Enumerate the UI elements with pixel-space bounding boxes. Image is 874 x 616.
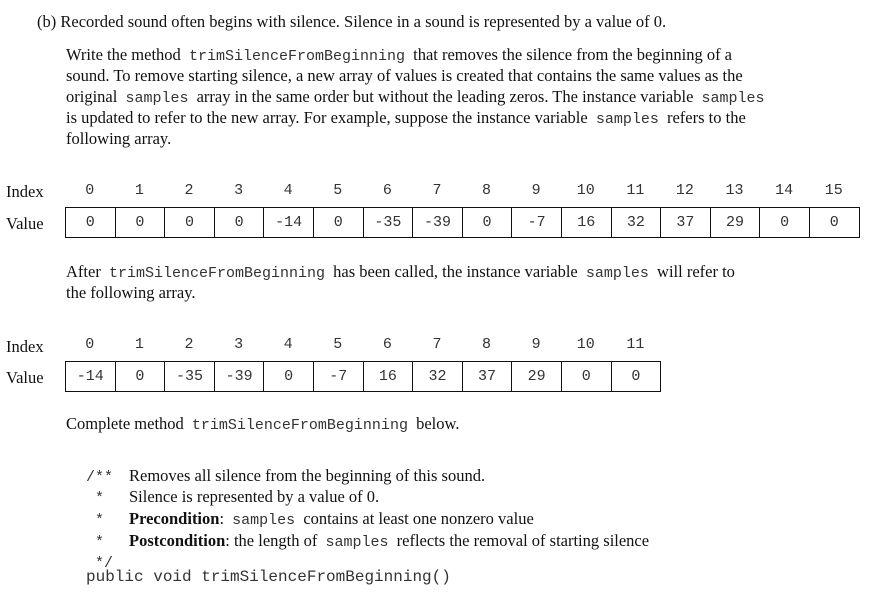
value-cell: 0 xyxy=(612,362,662,391)
value-cell: 32 xyxy=(413,362,463,391)
index-label: Index xyxy=(6,182,44,201)
samples-code: samples xyxy=(585,265,649,282)
question-intro xyxy=(37,12,666,32)
intro-text: Recorded sound often begins with silence. Silence in a sound is represented by a value of 0. xyxy=(60,12,667,31)
comment-star: * xyxy=(95,490,105,507)
index-cell: 5 xyxy=(333,336,343,353)
method-signature: public void trimSilenceFromBeginning() xyxy=(86,568,451,586)
index-cell: 12 xyxy=(675,182,694,199)
index-cell: 1 xyxy=(134,182,144,199)
method-name-code: trimSilenceFromBeginning xyxy=(108,265,325,282)
index-cell: 3 xyxy=(234,182,244,199)
value-cell: 0 xyxy=(66,208,116,237)
value-cell: -14 xyxy=(66,362,116,391)
index-cell: 2 xyxy=(184,336,194,353)
samples-code: samples xyxy=(325,534,389,551)
value-row xyxy=(65,207,860,238)
value-cell: -7 xyxy=(512,208,562,237)
value-cell: 29 xyxy=(512,362,562,391)
postcondition-label: Postcondition xyxy=(129,531,226,550)
index-cell: 5 xyxy=(333,182,343,199)
samples-code: samples xyxy=(701,90,765,107)
comment-star: * xyxy=(95,512,105,529)
index-label: Index xyxy=(6,337,44,356)
index-cell: 9 xyxy=(531,336,541,353)
value-cell: 37 xyxy=(661,208,711,237)
value-cell: -35 xyxy=(364,208,414,237)
index-cell: 7 xyxy=(432,182,442,199)
samples-code: samples xyxy=(125,90,189,107)
index-cell: 8 xyxy=(482,182,492,199)
index-cell: 9 xyxy=(531,182,541,199)
index-row xyxy=(65,336,660,353)
value-cell: 0 xyxy=(760,208,810,237)
value-label: Value xyxy=(6,368,44,387)
value-cell: 0 xyxy=(264,362,314,391)
value-cell: 0 xyxy=(165,208,215,237)
value-cell: 0 xyxy=(562,362,612,391)
value-cell: -35 xyxy=(165,362,215,391)
value-cell: 0 xyxy=(810,208,860,237)
index-cell: 15 xyxy=(824,182,843,199)
value-cell: 0 xyxy=(116,208,166,237)
value-cell: -39 xyxy=(413,208,463,237)
value-cell: 0 xyxy=(215,208,265,237)
index-cell: 10 xyxy=(576,182,595,199)
index-cell: 0 xyxy=(85,336,95,353)
value-cell: 37 xyxy=(463,362,513,391)
value-cell: -14 xyxy=(264,208,314,237)
comment-close: */ xyxy=(95,555,114,572)
method-name-code: trimSilenceFromBeginning xyxy=(188,48,405,65)
value-cell: -7 xyxy=(314,362,364,391)
index-cell: 2 xyxy=(184,182,194,199)
complete-instruction: Complete method trimSilenceFromBeginning below. xyxy=(66,414,460,434)
part-label: (b) xyxy=(37,12,57,31)
index-cell: 7 xyxy=(432,336,442,353)
index-cell: 4 xyxy=(283,336,293,353)
value-cell: 29 xyxy=(711,208,761,237)
precondition-label: Precondition xyxy=(129,509,220,528)
value-row xyxy=(65,361,661,392)
value-cell: 16 xyxy=(364,362,414,391)
index-cell: 6 xyxy=(382,336,392,353)
value-label: Value xyxy=(6,214,44,233)
index-cell: 3 xyxy=(234,336,244,353)
index-cell: 0 xyxy=(85,182,95,199)
value-cell: 0 xyxy=(463,208,513,237)
index-cell: 11 xyxy=(626,336,645,353)
comment-open: /** xyxy=(86,469,114,486)
index-cell: 14 xyxy=(775,182,794,199)
index-cell: 4 xyxy=(283,182,293,199)
index-cell: 10 xyxy=(576,336,595,353)
samples-code: samples xyxy=(232,512,296,529)
index-cell: 11 xyxy=(626,182,645,199)
index-cell: 8 xyxy=(482,336,492,353)
value-cell: 0 xyxy=(314,208,364,237)
value-cell: 0 xyxy=(116,362,166,391)
comment-star: * xyxy=(95,534,105,551)
index-cell: 6 xyxy=(382,182,392,199)
method-name-code: trimSilenceFromBeginning xyxy=(191,417,408,434)
value-cell: -39 xyxy=(215,362,265,391)
index-cell: 13 xyxy=(725,182,744,199)
index-row xyxy=(65,182,859,199)
samples-code: samples xyxy=(595,111,659,128)
value-cell: 16 xyxy=(562,208,612,237)
value-cell: 32 xyxy=(612,208,662,237)
index-cell: 1 xyxy=(134,336,144,353)
